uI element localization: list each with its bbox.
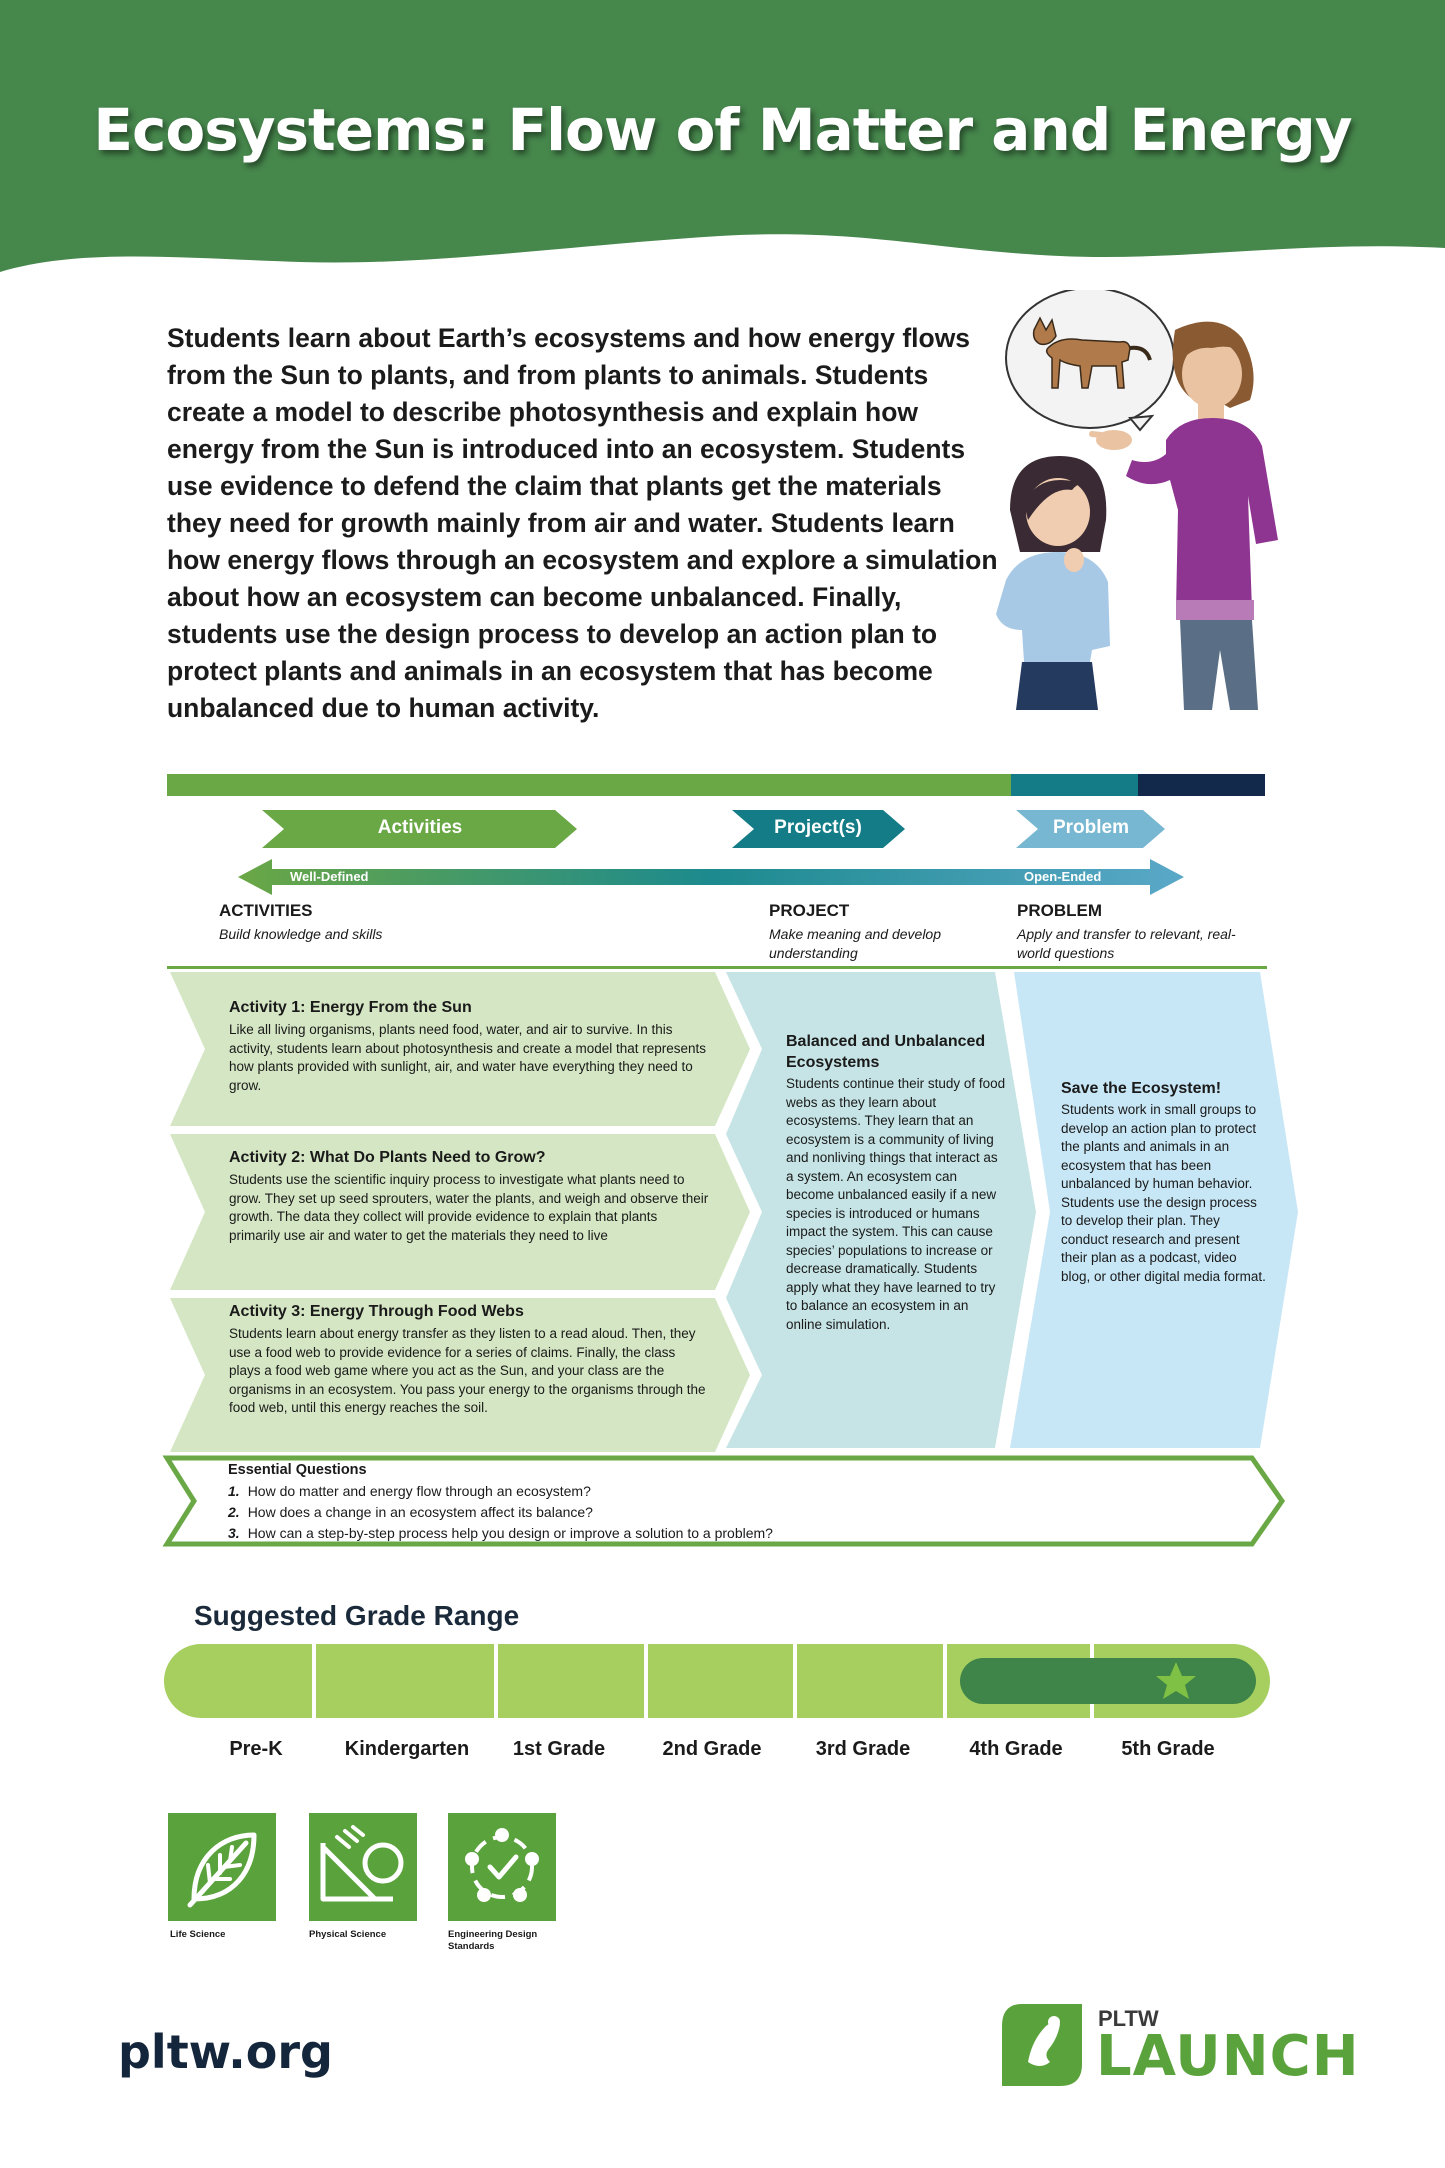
grade-selected-range — [960, 1658, 1256, 1704]
life-science-label: Life Science — [170, 1929, 226, 1940]
arrow-label-open-ended: Open-Ended — [1024, 869, 1102, 884]
page-title: Ecosystems: Flow of Matter and Energy — [93, 96, 1352, 164]
ramp-ball-icon — [309, 1813, 417, 1921]
physical-science-tile — [309, 1813, 417, 1921]
activity-2-title: Activity 2: What Do Plants Need to Grow? — [229, 1149, 546, 1166]
site-url[interactable]: pltw.org — [118, 2025, 333, 2079]
grade-label-1st: 1st Grade — [512, 1738, 606, 1760]
grade-label-kindergarten: Kindergarten — [344, 1738, 470, 1760]
intro-paragraph: Students learn about Earth’s ecosystems and how energy flows from the Sun to plants, and from plants to animals. Students create a model to describe photosynthesis and explain how energy from the Sun is introduced into an ecosystem. Students use evidence to defend the claim that plants get the materials they need for growth mainly from air and water. Students learn how energy flows through an ecosystem and explore a simulation about how an ecosystem can become unbalanced. Finally, students use the design process to develop an action plan to protect plants and animals in an ecosystem that has become unbalanced due to human activity. — [167, 323, 998, 723]
chevron-problem-label: Problem — [1052, 817, 1130, 838]
essential-question-1: 1. How do matter and energy flow through an ecosystem? — [228, 1483, 591, 1499]
project-title: Balanced and Unbalanced Ecosystems — [786, 1033, 986, 1071]
continuum-bar-activities — [167, 774, 1011, 796]
grade-range-bar — [0, 1640, 1445, 1730]
engineering-design-label: Engineering Design Standards — [448, 1929, 538, 1952]
grade-label-prek: Pre-K — [229, 1738, 283, 1760]
activity-3-title: Activity 3: Energy Through Food Webs — [229, 1303, 524, 1320]
problem-text: Students work in small groups to develop an action plan to protect the plants and animals in an ecosystem that has been unbalanced by human behavior. Students use the design process to develop their plan. They conduct research and present their plan as a podcast, video blog, or other digital media format. — [1061, 1102, 1266, 1284]
essential-question-3: 3. How can a step-by-step process help you design or improve a solution to a problem? — [228, 1525, 773, 1541]
essential-questions-title: Essential Questions — [228, 1462, 367, 1478]
grade-label-3rd: 3rd Grade — [815, 1738, 911, 1760]
essential-question-2: 2. How does a change in an ecosystem affect its balance? — [228, 1504, 593, 1520]
continuum-graphics — [0, 800, 1445, 900]
continuum-bar-problem — [1138, 774, 1265, 796]
activity-3-text: Students learn about energy transfer as they listen to a read aloud. Then, they use a food web to provide evidence for a series of claims. Finally, the class plays a food web game where you act as the Sun, and your class are the organisms in an ecosystem. You pass your energy to the organisms through the food web, until this energy reaches the soil. — [229, 1326, 706, 1415]
grade-label-5th: 5th Grade — [1121, 1738, 1215, 1760]
grade-label-4th: 4th Grade — [969, 1738, 1063, 1760]
students-illustration — [980, 290, 1310, 710]
column-heading-problem: PROBLEM — [1017, 901, 1102, 920]
continuum-bar-project — [1011, 774, 1138, 796]
engineering-design-tile — [448, 1813, 556, 1921]
activity-1-title: Activity 1: Energy From the Sun — [229, 999, 472, 1016]
activity-1-text: Like all living organisms, plants need food, water, and air to survive. In this activity, students learn about photosynthesis and create a model that represents how plants provided with sunlight, air, and water have everything they need to grow. — [229, 1022, 707, 1093]
column-sub-problem: Apply and transfer to relevant, real-world questions — [1017, 926, 1236, 961]
chevron-project-label: Project(s) — [774, 817, 862, 838]
column-heading-activities: ACTIVITIES — [219, 901, 313, 920]
column-sub-activities: Build knowledge and skills — [219, 926, 383, 942]
activity-2-text: Students use the scientific inquiry process to investigate what plants need to grow. They set up seed sprouters, water the plants, and weigh and observe their growth. The data they collect will provide evidence to explain that plants primarily use air and water to get the materials they need to live — [229, 1172, 709, 1243]
section-divider — [167, 966, 1267, 969]
column-sub-project: Make meaning and develop understanding — [769, 926, 942, 961]
grade-label-2nd: 2nd Grade — [662, 1738, 762, 1760]
problem-title: Save the Ecosystem! — [1061, 1080, 1222, 1097]
project-text: Students continue their study of food webs as they learn about ecosystems. They learn that an ecosystem is a community of living and nonliving things that interact as a system. An ecosystem can become unbalanced easily if a new species is introduced or humans impact the system. This can cause species’ populations to increase or decrease dramatically. Students apply what they have learned to try to balance an ecosystem in an online simulation. — [786, 1076, 1006, 1332]
leaf-icon — [168, 1813, 276, 1921]
logo-pltw-text: PLTW — [1098, 2006, 1159, 2031]
logo-launch-text: LAUNCH — [1096, 2024, 1360, 2089]
physical-science-label: Physical Science — [309, 1929, 387, 1940]
design-cycle-icon — [448, 1813, 556, 1921]
chevron-activities-label: Activities — [377, 817, 463, 838]
wolf-thought-bubble — [1006, 290, 1174, 430]
child-figure — [996, 456, 1110, 710]
arrow-label-well-defined: Well-Defined — [290, 869, 369, 884]
grade-range-title: Suggested Grade Range — [194, 1600, 520, 1631]
column-heading-project: PROJECT — [769, 901, 850, 920]
pltw-logo-icon — [1002, 2004, 1082, 2086]
life-science-tile — [168, 1813, 276, 1921]
